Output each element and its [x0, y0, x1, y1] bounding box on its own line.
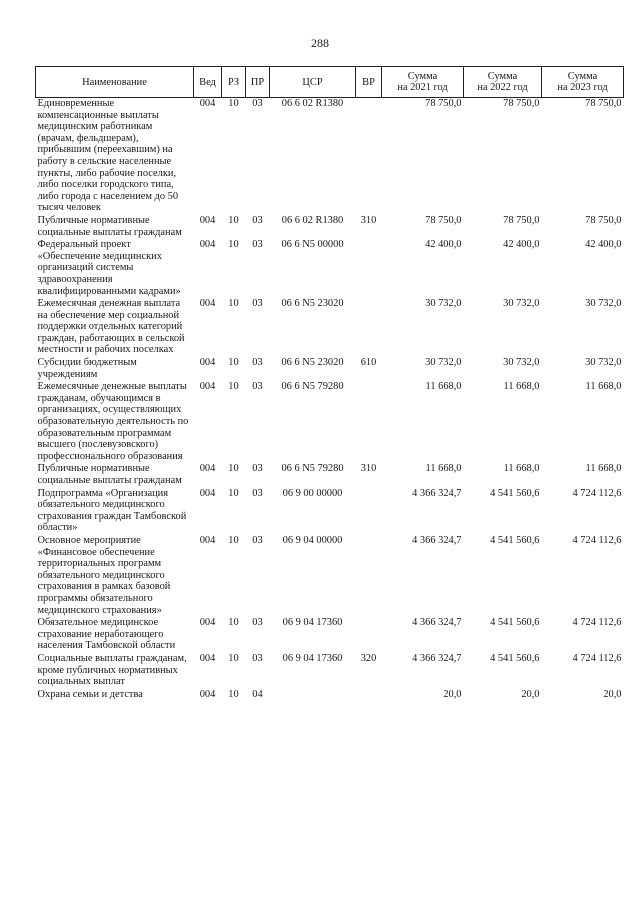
row-name: Единовременные компенсационные выплаты медицинским работникам (врачам, фельдшерам), прибывшим (переехавшим) на работу в сельские населенные пункты, либо рабочие поселки, либо поселки городского типа, либо города с населением до 50 тысяч человек	[37, 98, 179, 214]
row-sum-2022: 30 732,0	[503, 298, 540, 310]
row-ved: 004	[199, 487, 216, 499]
row-rz: 10	[228, 214, 239, 226]
row-csr: 06 6 N5 79280	[281, 381, 344, 393]
header-sum-2022: Сумма на 2022 год	[464, 67, 542, 98]
row-pr: 03	[252, 98, 263, 109]
row-pr: 03	[252, 652, 263, 664]
row-ved: 004	[199, 298, 216, 310]
row-sum-2021: 4 366 324,7	[412, 487, 462, 499]
row-sum-2023: 4 724 112,6	[572, 534, 622, 546]
row-name: Публичные нормативные социальные выплаты гражданам	[37, 463, 182, 486]
row-sum-2022: 4 541 560,6	[490, 534, 540, 546]
row-sum-2021: 4 366 324,7	[412, 534, 462, 546]
row-sum-2023: 78 750,0	[585, 214, 622, 226]
row-pr: 03	[252, 617, 263, 629]
row-vr: 310	[360, 463, 377, 475]
table-row	[36, 617, 624, 653]
row-sum-2022: 78 750,0	[503, 214, 540, 226]
row-rz: 10	[228, 617, 239, 629]
row-sum-2023: 78 750,0	[585, 98, 622, 109]
row-csr: 06 6 N5 79280	[281, 463, 344, 475]
table-row	[36, 381, 624, 463]
row-pr: 03	[252, 381, 263, 393]
row-csr: 06 9 04 17360	[282, 652, 343, 664]
row-sum-2021: 11 668,0	[425, 463, 462, 475]
row-csr: 06 6 02 R1380	[281, 98, 344, 109]
row-sum-2022: 4 541 560,6	[490, 652, 540, 664]
row-csr: 06 6 02 R1380	[281, 214, 344, 226]
header-rz: РЗ	[222, 67, 246, 98]
table-row	[36, 535, 624, 617]
header-ved: Вед	[194, 67, 222, 98]
row-sum-2022: 20,0	[521, 688, 540, 700]
row-name: Подпрограмма «Организация обязательного медицинского страхования граждан Тамбовской области»	[37, 487, 187, 534]
row-sum-2022: 11 668,0	[503, 463, 540, 475]
row-ved: 004	[199, 239, 216, 251]
row-csr: 06 9 00 00000	[282, 487, 343, 499]
row-vr	[356, 381, 382, 463]
row-csr	[270, 689, 356, 702]
row-vr	[356, 535, 382, 617]
row-ved: 004	[199, 357, 216, 369]
table-row	[36, 653, 624, 689]
row-rz: 10	[228, 357, 239, 369]
row-ved: 004	[199, 98, 216, 109]
row-rz: 10	[228, 98, 239, 109]
row-rz: 10	[228, 463, 239, 475]
row-vr: 610	[360, 357, 377, 369]
row-sum-2023: 30 732,0	[585, 357, 622, 369]
header-csr: ЦСР	[270, 67, 356, 98]
row-name: Ежемесячные денежные выплаты гражданам, обучающимся в организациях, осуществляющих образовательную деятельность по образовательным программам высшего (послевузовского) профессионального образования	[37, 381, 189, 462]
row-pr: 03	[252, 298, 263, 310]
row-ved: 004	[199, 652, 216, 664]
row-pr: 03	[252, 214, 263, 226]
row-rz: 10	[228, 298, 239, 310]
row-csr: 06 9 04 00000	[282, 534, 343, 546]
row-name: Федеральный проект «Обеспечение медицинских организаций системы здравоохранения квалифицированными кадрами»	[37, 239, 181, 297]
row-sum-2021: 11 668,0	[425, 381, 462, 393]
row-rz: 10	[228, 534, 239, 546]
header-sum-2023: Сумма на 2023 год	[542, 67, 624, 98]
row-name: Основное мероприятие «Финансовое обеспечение территориальных программ обязательного медицинского страхования в рамках базовой программы обязательного медицинского страхования»	[37, 534, 171, 616]
row-rz: 10	[228, 487, 239, 499]
row-sum-2023: 4 724 112,6	[572, 617, 622, 629]
row-rz: 10	[228, 381, 239, 393]
row-sum-2022: 11 668,0	[503, 381, 540, 393]
table-row	[36, 357, 624, 381]
row-pr: 03	[252, 534, 263, 546]
row-pr: 03	[252, 357, 263, 369]
row-sum-2022: 42 400,0	[503, 239, 540, 251]
header-name: Наименование	[36, 67, 194, 98]
table-row	[36, 689, 624, 702]
header-sum-2021: Сумма на 2021 год	[382, 67, 464, 98]
row-vr	[356, 239, 382, 298]
header-vr: ВР	[356, 67, 382, 98]
row-rz: 10	[228, 239, 239, 251]
row-name: Субсидии бюджетным учреждениям	[37, 357, 137, 380]
page-number: 288	[311, 36, 329, 50]
row-vr: 310	[360, 214, 377, 226]
row-ved: 004	[199, 534, 216, 546]
row-ved: 004	[199, 381, 216, 393]
table-header-row	[36, 67, 624, 98]
row-sum-2021: 4 366 324,7	[412, 652, 462, 664]
row-sum-2021: 78 750,0	[425, 98, 462, 109]
row-ved: 004	[199, 688, 216, 700]
row-sum-2023: 30 732,0	[585, 298, 622, 310]
row-sum-2023: 4 724 112,6	[572, 487, 622, 499]
row-vr	[356, 689, 382, 702]
row-name: Социальные выплаты гражданам, кроме публичных нормативных социальных выплат	[37, 652, 187, 688]
row-name: Ежемесячная денежная выплата на обеспечение мер социальной поддержки отдельных категорий граждан, работающих в сельской местности и рабочих поселках	[37, 298, 185, 356]
row-sum-2021: 42 400,0	[425, 239, 462, 251]
row-sum-2022: 78 750,0	[503, 98, 540, 109]
row-vr	[356, 298, 382, 357]
row-sum-2021: 4 366 324,7	[412, 617, 462, 629]
row-rz: 10	[228, 688, 239, 700]
row-pr: 03	[252, 487, 263, 499]
row-sum-2021: 30 732,0	[425, 357, 462, 369]
row-ved: 004	[199, 617, 216, 629]
row-sum-2023: 42 400,0	[585, 239, 622, 251]
row-pr: 03	[252, 239, 263, 251]
row-vr	[356, 98, 382, 215]
row-pr: 04	[252, 688, 263, 700]
table-row	[36, 239, 624, 298]
row-name: Публичные нормативные социальные выплаты гражданам	[37, 214, 182, 238]
table-row	[36, 463, 624, 487]
row-sum-2022: 4 541 560,6	[490, 617, 540, 629]
table-row	[36, 215, 624, 239]
row-vr: 320	[360, 652, 377, 664]
row-sum-2021: 30 732,0	[425, 298, 462, 310]
row-rz: 10	[228, 652, 239, 664]
row-vr	[356, 488, 382, 535]
row-pr: 03	[252, 463, 263, 475]
row-csr: 06 6 N5 23020	[281, 357, 344, 369]
row-sum-2023: 4 724 112,6	[572, 652, 622, 664]
row-sum-2022: 4 541 560,6	[490, 487, 540, 499]
table-row	[36, 298, 624, 357]
row-csr: 06 6 N5 00000	[281, 239, 344, 251]
row-vr	[356, 617, 382, 653]
row-name: Обязательное медицинское страхование неработающего населения Тамбовской области	[37, 617, 176, 652]
table-row	[36, 488, 624, 535]
budget-table	[35, 66, 624, 701]
row-sum-2021: 78 750,0	[425, 214, 462, 226]
row-sum-2022: 30 732,0	[503, 357, 540, 369]
table-row	[36, 98, 624, 215]
row-sum-2023: 11 668,0	[585, 381, 622, 393]
row-sum-2023: 11 668,0	[585, 463, 622, 475]
row-ved: 004	[199, 214, 216, 226]
row-sum-2023: 20,0	[603, 688, 622, 700]
row-sum-2021: 20,0	[443, 688, 462, 700]
header-pr: ПР	[246, 67, 270, 98]
row-csr: 06 9 04 17360	[282, 617, 343, 629]
row-name: Охрана семьи и детства	[37, 688, 143, 700]
row-csr: 06 6 N5 23020	[281, 298, 344, 310]
row-ved: 004	[199, 463, 216, 475]
